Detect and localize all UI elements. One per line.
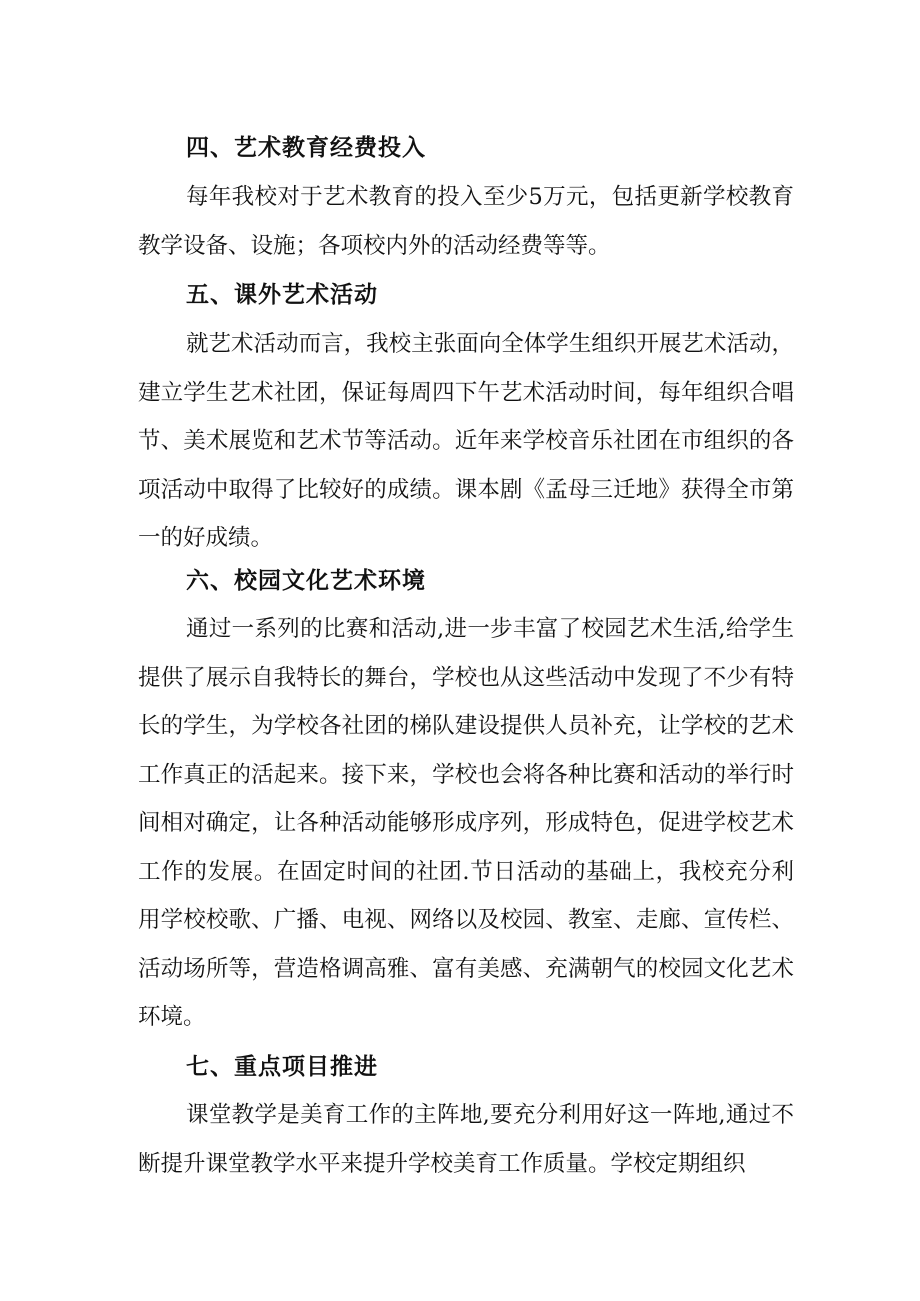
section-heading-4: 四、艺术教育经费投入 [186, 135, 426, 161]
section-paragraph-6: 通过一系列的比赛和活动,进一步丰富了校园艺术生活,给学生提供了展示自我特长的舞台，学校也从这些活动中发现了不少有特长的学生，为学校各社团的梯队建设提供人员补充，让学校的艺术工作真正的活起来。接下来，学校也会将各种比赛和活动的举行时间相对确定，让各种活动能够形成序列，形成特色，促进学校艺术工作的发展。在固定时间的社团.节日活动的基础上，我校充分利用学校校歌、广播、电视、网络以及校园、教室、走廊、宣传栏、活动场所等，营造格调高雅、富有美感、充满朝气的校园文化艺术环境。 [138, 616, 794, 1030]
section-paragraph-7: 课堂教学是美育工作的主阵地,要充分利用好这一阵地,通过不断提升课堂教学水平来提升学校美育工作质量。学校定期组织 [138, 1102, 794, 1177]
section-heading-5: 五、课外艺术活动 [186, 282, 378, 308]
section-heading-7: 七、重点项目推进 [186, 1054, 378, 1080]
section-paragraph-4: 每年我校对于艺术教育的投入至少5万元，包括更新学校教育教学设备、设施；各项校内外的活动经费等等。 [138, 184, 794, 259]
section-paragraph-5: 就艺术活动而言，我校主张面向全体学生组织开展艺术活动，建立学生艺术社团，保证每周四下午艺术活动时间，每年组织合唱节、美术展览和艺术节等活动。近年来学校音乐社团在市组织的各项活动中取得了比较好的成绩。课本剧《孟母三迁地》获得全市第一的好成绩。 [138, 331, 794, 551]
section-heading-6: 六、校园文化艺术环境 [186, 568, 426, 594]
